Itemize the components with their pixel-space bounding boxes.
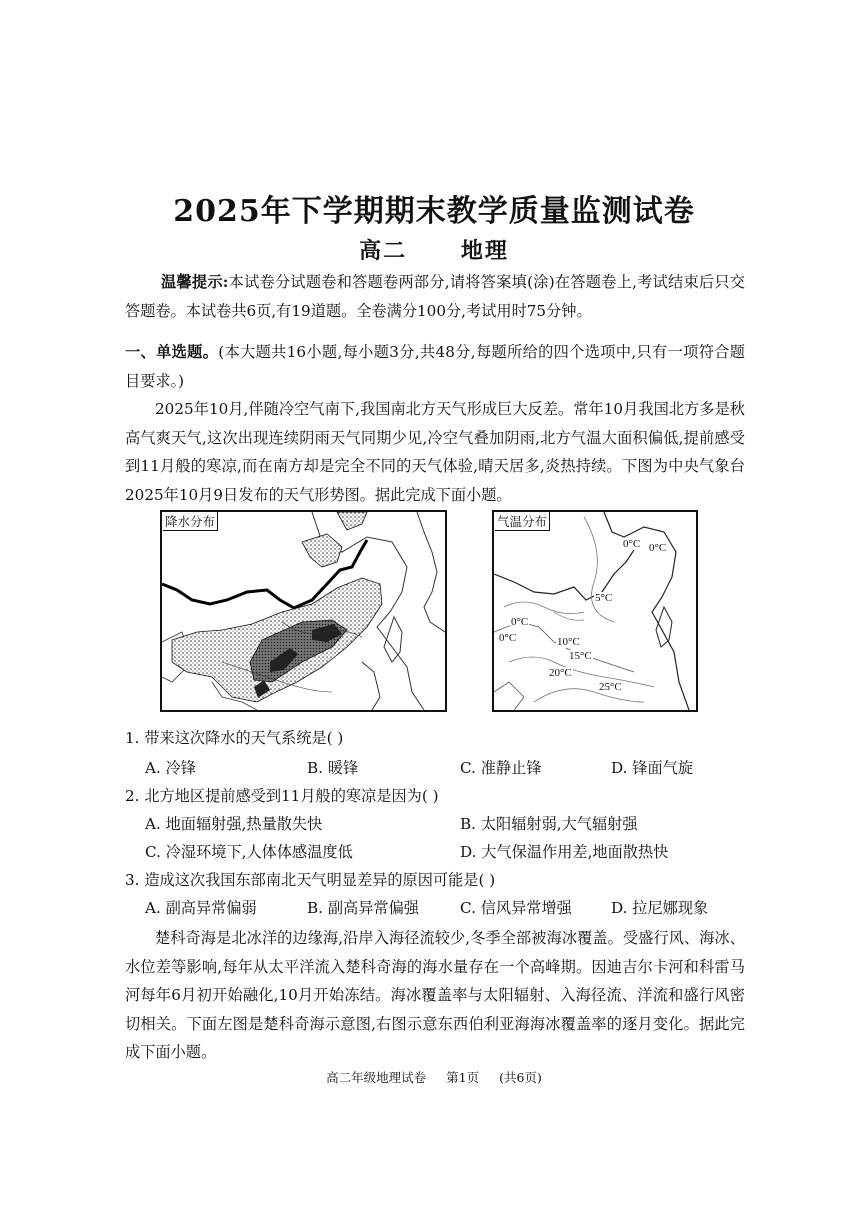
footer-page-number: 第1页 [446,1070,480,1085]
option-d: D. 大气保温作用差,地面散热快 [460,843,669,861]
isotherm-label: 5°C [595,592,613,604]
temperature-map-label: 气温分布 [495,512,550,531]
section-note: (本大题共16小题,每小题3分,共48分,每题所给的四个选项中,只有一项符合题目要求。) [125,343,745,390]
question-1-options [145,757,785,779]
option-a: A. 地面辐射强,热量散失快 [145,815,323,833]
passage-1: 2025年10月,伴随冷空气南下,我国南北方天气形成巨大反差。常年10月我国北方多是秋高气爽天气,这次出现连续阴雨天气同期少见,冷空气叠加阴雨,北方气温大面积偏低,提前感受到11月般的寒凉,而在南方却是完全不同的天气体验,晴天居多,炎热持续。下图为中央气象台2025年10月9日发布的天气形势图。据此完成下面小题。 [125,400,745,504]
question-2-options [145,813,785,863]
isotherm-label: 25°C [599,681,622,693]
isotherm-label: 10°C [557,636,580,648]
footer-page-total: (共6页) [499,1070,542,1085]
option-a: A. 副高异常偏弱 [145,899,257,917]
precipitation-map-label: 降水分布 [163,512,218,531]
option-c: C. 准静止锋 [460,759,542,777]
option-b: B. 副高异常偏强 [307,899,419,917]
notice-text: 本试卷分试题卷和答题卷两部分,请将答案填(涂)在答题卷上,考试结束后只交答题卷。本试卷共6页,有19道题。全卷满分100分,考试用时75分钟。 [125,273,745,320]
grade-label: 高二 [359,238,408,264]
footer-exam-name: 高二年级地理试卷 [326,1070,427,1085]
option-b: B. 太阳辐射弱,大气辐射强 [460,815,638,833]
option-d: D. 锋面气旋 [611,759,694,777]
question-3-options [145,897,785,919]
notice-paragraph [125,268,745,325]
page-footer [0,1068,868,1086]
precipitation-map [160,510,447,712]
temperature-map [492,510,698,712]
isotherm-label: 15°C [569,650,592,662]
option-b: B. 暖锋 [307,759,359,777]
option-a: A. 冷锋 [145,759,196,777]
notice-label: 温馨提示: [161,273,229,291]
subject-label: 地理 [460,238,509,264]
option-c: C. 冷湿环境下,人体体感温度低 [145,843,353,861]
isotherm-label: 0°C [649,542,667,554]
isotherm-label: 0°C [499,632,517,644]
passage-2: 楚科奇海是北冰洋的边缘海,沿岸入海径流较少,冬季全部被海冰覆盖。受盛行风、海冰、水位差等影响,每年从太平洋流入楚科奇海的海水量存在一个高峰期。因迪吉尔卡河和科雷马河每年6月初开始融化,10月开始冻结。海冰覆盖率与太阳辐射、入海径流、洋流和盛行风密切相关。下面左图是楚科奇海示意图,右图示意东西伯利亚海海冰覆盖率的逐月变化。据此完成下面小题。 [125,929,745,1061]
question-1-stem: 1. 带来这次降水的天气系统是( ) [125,729,344,747]
isotherm-label: 20°C [549,667,572,679]
isotherm-label: 0°C [623,538,641,550]
exam-title: 2025年下学期期末教学质量监测试卷 [173,194,695,229]
section-heading [125,338,745,395]
exam-subtitle [0,234,868,265]
option-d: D. 拉尼娜现象 [611,899,709,917]
question-2-stem: 2. 北方地区提前感受到11月般的寒凉是因为( ) [125,787,439,805]
question-3-stem: 3. 造成这次我国东部南北天气明显差异的原因可能是( ) [125,871,496,889]
option-c: C. 信风异常增强 [460,899,572,917]
weather-maps [160,510,700,715]
isotherm-label: 0°C [511,616,529,628]
precipitation-map-graphic [162,512,445,710]
section-title: 一、单选题。 [125,343,219,361]
